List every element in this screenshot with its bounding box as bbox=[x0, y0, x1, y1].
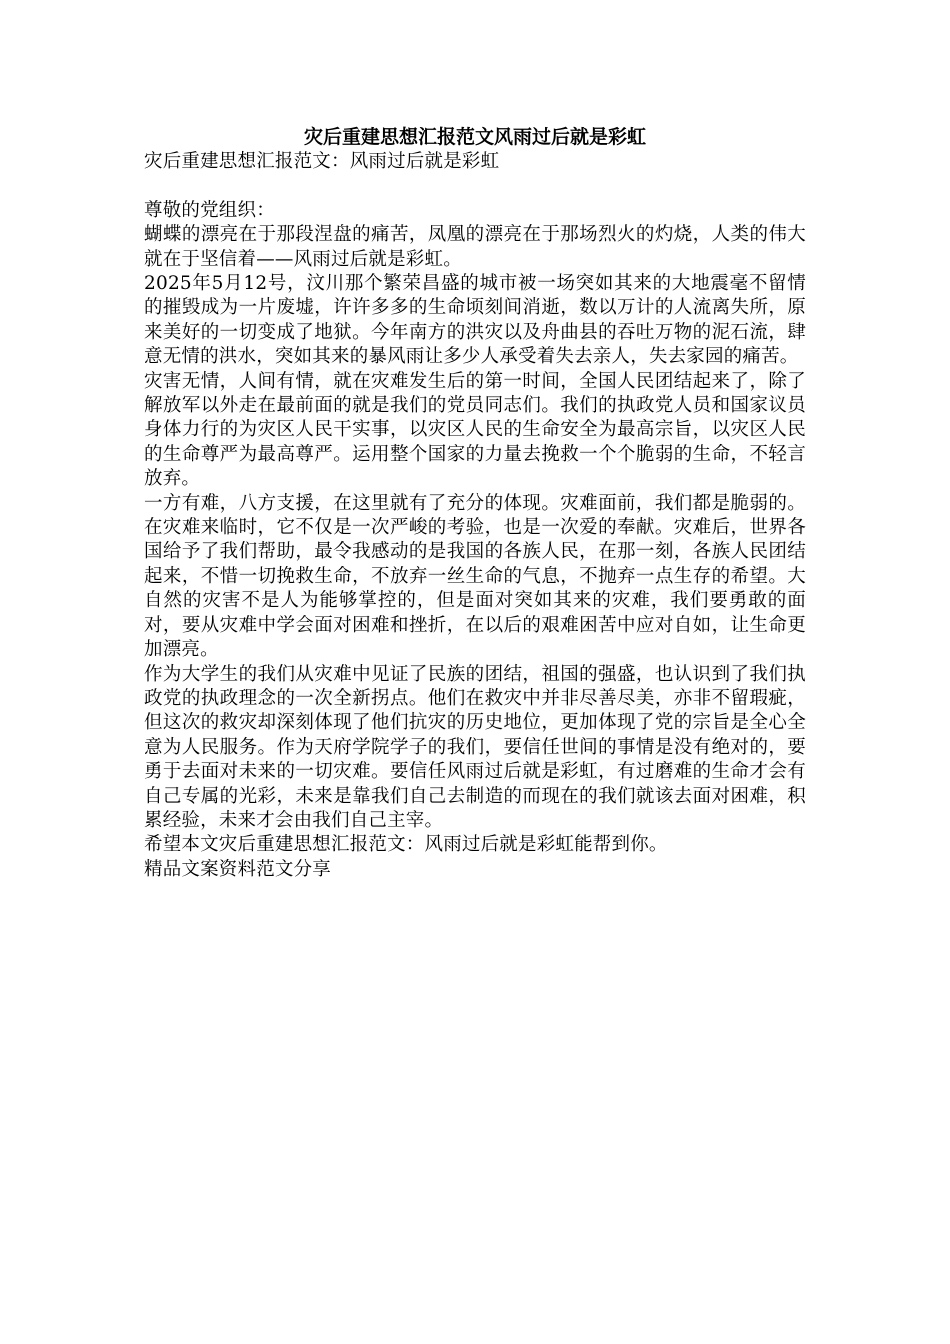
document-body bbox=[144, 150, 806, 882]
salutation: 尊敬的党组织： bbox=[144, 199, 275, 221]
paragraph-1: 蝴蝶的漂亮在于那段涅盘的痛苦，凤凰的漂亮在于那场烈火的灼烧，人类的伟大就在于坚信着——风雨过后就是彩虹。 bbox=[144, 224, 806, 270]
closing-line: 希望本文灾后重建思想汇报范文：风雨过后就是彩虹能帮到你。 bbox=[144, 834, 668, 856]
paragraph-5: 作为大学生的我们从灾难中见证了民族的团结，祖国的强盛，也认识到了我们执政党的执政理念的一次全新拐点。他们在救灾中并非尽善尽美，亦非不留瑕疵，但这次的救灾却深刻体现了他们抗灾的历史地位，更加体现了党的宗旨是全心全意为人民服务。作为天府学院学子的我们，要信任世间的事情是没有绝对的，要勇于去面对未来的一切灾难。要信任风雨过后就是彩虹，有过磨难的生命才会有自己专属的光彩，未来是靠我们自己去制造的而现在的我们就该去面对困难，积累经验，未来才会由我们自己主宰。 bbox=[144, 663, 806, 831]
blank-line bbox=[144, 174, 806, 198]
document-subtitle: 灾后重建思想汇报范文：风雨过后就是彩虹 bbox=[144, 151, 500, 172]
paragraph-2: 2025年5月12号，汶川那个繁荣昌盛的城市被一场突如其来的大地震毫不留情的摧毁成为一片废墟，许许多多的生命顷刻间消逝，数以万计的人流离失所，原来美好的一切变成了地狱。今年南方的洪灾以及舟曲县的吞吐万物的泥石流，肆意无情的洪水，突如其来的暴风雨让多少人承受着失去亲人，失去家园的痛苦。 bbox=[144, 273, 806, 368]
paragraph-4: 一方有难，八方支援，在这里就有了充分的体现。灾难面前，我们都是脆弱的。在灾难来临时，它不仅是一次严峻的考验，也是一次爱的奉献。灾难后，世界各国给予了我们帮助，最令我感动的是我国的各族人民，在那一刻，各族人民团结起来，不惜一切挽救生命，不放弃一丝生命的气息，不抛弃一点生存的希望。大自然的灾害不是人为能够掌控的，但是面对突如其来的灾难，我们要勇敢的面对，要从灾难中学会面对困难和挫折，在以后的艰难困苦中应对自如，让生命更加漂亮。 bbox=[144, 492, 806, 661]
footer-note: 精品文案资料范文分享 bbox=[144, 858, 332, 880]
document-title: 灾后重建思想汇报范文风雨过后就是彩虹 bbox=[303, 126, 646, 148]
paragraph-3: 灾害无情，人间有情，就在灾难发生后的第一时间，全国人民团结起来了，除了解放军以外走在最前面的就是我们的党员同志们。我们的执政党人员和国家议员身体力行的为灾区人民干实事，以灾区人民的生命安全为最高宗旨，以灾区人民的生命尊严为最高尊严。运用整个国家的力量去挽救一个个脆弱的生命，不轻言放弃。 bbox=[144, 370, 806, 490]
